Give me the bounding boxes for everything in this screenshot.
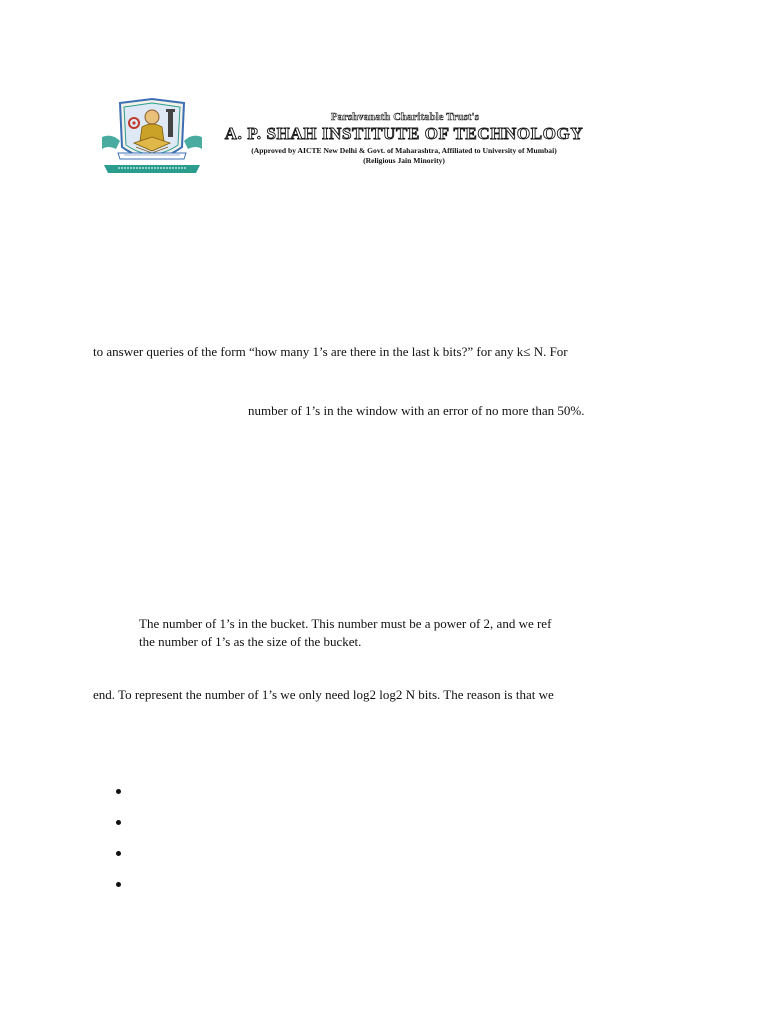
paragraph-line: The number of 1’s in the bucket. This number must be a power of 2, and we ref [139, 616, 552, 631]
bullet-icon [114, 849, 122, 857]
institute-name: A. P. SHAH INSTITUTE OF TECHNOLOGY [224, 124, 584, 143]
bullet-icon [114, 818, 122, 826]
bullet-icon [114, 880, 122, 888]
trust-name: Parshvanath Charitable Trust's [331, 112, 479, 123]
paragraph-line: number of 1’s in the window with an error of no more than 50%. [248, 403, 585, 418]
bullet-icon [114, 787, 122, 795]
paragraph-line: end. To represent the number of 1’s we only need log2 log2 N bits. The reason is that we [93, 687, 554, 702]
minority-text: (Religious Jain Minority) [363, 156, 445, 165]
paragraph-line: the number of 1’s as the size of the bucket. [139, 634, 362, 649]
paragraph-line: to answer queries of the form “how many 1’s are there in the last k bits?” for any k≤ N. For [93, 344, 568, 359]
approval-text: (Approved by AICTE New Delhi & Govt. of Maharashtra, Affiliated to University of Mumbai) [251, 146, 557, 155]
institute-crest-icon [98, 97, 206, 179]
